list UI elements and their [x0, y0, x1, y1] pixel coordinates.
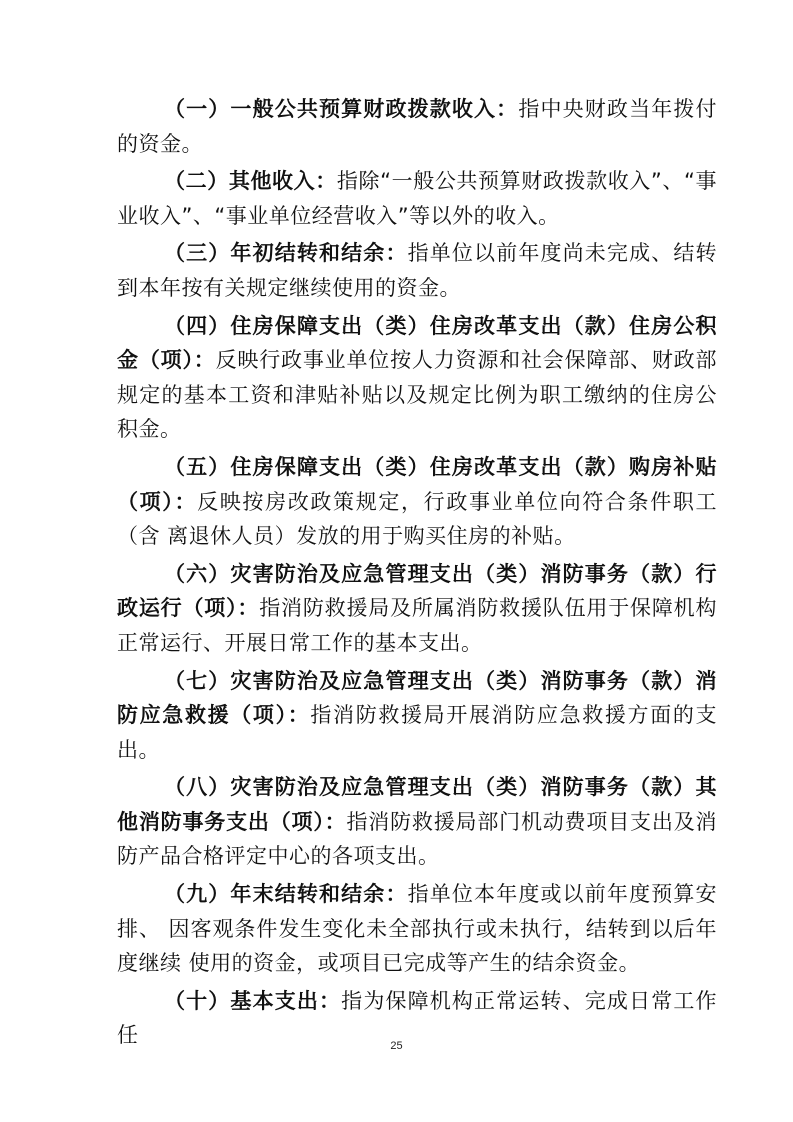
definition-term: （三）年初结转和结余： [164, 241, 408, 266]
definition-text: 指为保障机构正常运转、完成日常工作任 [117, 988, 718, 1048]
definition-text: 指除“一般公共预算财政拨款收入”、“事业收入”、“事业单位经营收入”等以外的收入。 [117, 169, 718, 228]
definition-text: 指单位以前年度尚未完成、结转到本年按有关规定继续使用的资金。 [117, 241, 718, 300]
definition-paragraph-5 [117, 450, 717, 554]
definition-term: （一）一般公共预算财政拨款收入： [164, 97, 519, 121]
definition-text: 指消防救援局部门机动费项目支出及消 防产品合格评定中心的各项支出。 [117, 809, 718, 869]
definition-term: （六）灾害防治及应急管理支出（类）消防事务（款）行 政运行（项）： [117, 561, 717, 621]
definition-text: 指消防救援局开展消防应急救援方面的支出。 [117, 703, 718, 762]
definition-text: 指消防救援局及所属消防救援队伍用于保障机构 正常运行、开展日常工作的基本支出。 [117, 596, 717, 655]
definition-text: 反映按房改政策规定，行政事业单位向符合条件职工（含 离退休人员）发放的用于购买住房的补贴。 [117, 489, 718, 549]
page-number: 25 [390, 1040, 403, 1052]
document-body [117, 92, 717, 1056]
definition-term: （十）基本支出： [164, 988, 342, 1013]
definition-paragraph-3 [117, 236, 717, 305]
definition-term: （四）住房保障支出（类）住房改革支出（款）住房公积 金（项）： [117, 313, 717, 373]
definition-text: 指单位本年度或以前年度预算安排、 因客观条件发生变化未全部执行或未执行，结转到以后年度继续 使用的资金，或项目已完成等产生的结余资金。 [117, 882, 718, 976]
definition-term: （八）灾害防治及应急管理支出（类）消防事务（款）其 他消防事务支出（项）： [117, 775, 717, 834]
definition-term: （二）其他收入： [164, 169, 337, 194]
definition-text: 指中央财政当年拨付的资金。 [117, 97, 718, 156]
definition-term: （五）住房保障支出（类）住房改革支出（款）购房补贴（项）： [117, 454, 717, 514]
definition-paragraph-9 [117, 877, 717, 981]
definition-paragraph-4 [117, 309, 717, 447]
definition-paragraph-2 [117, 164, 717, 233]
definition-term: （七）灾害防治及应急管理支出（类）消防事务（款）消防应急救援（项）： [117, 668, 717, 728]
definition-paragraph-6 [117, 557, 717, 661]
definition-term: （九）年末结转和结余： [164, 882, 408, 907]
definition-paragraph-1 [117, 92, 717, 161]
definition-paragraph-8 [117, 770, 717, 874]
definition-paragraph-7 [117, 664, 717, 768]
definition-text: 反映行政事业单位按人力资源和社会保障部、财政部 规定的基本工资和津贴补贴以及规定比例为职工缴纳的住房公 积金。 [117, 348, 718, 442]
